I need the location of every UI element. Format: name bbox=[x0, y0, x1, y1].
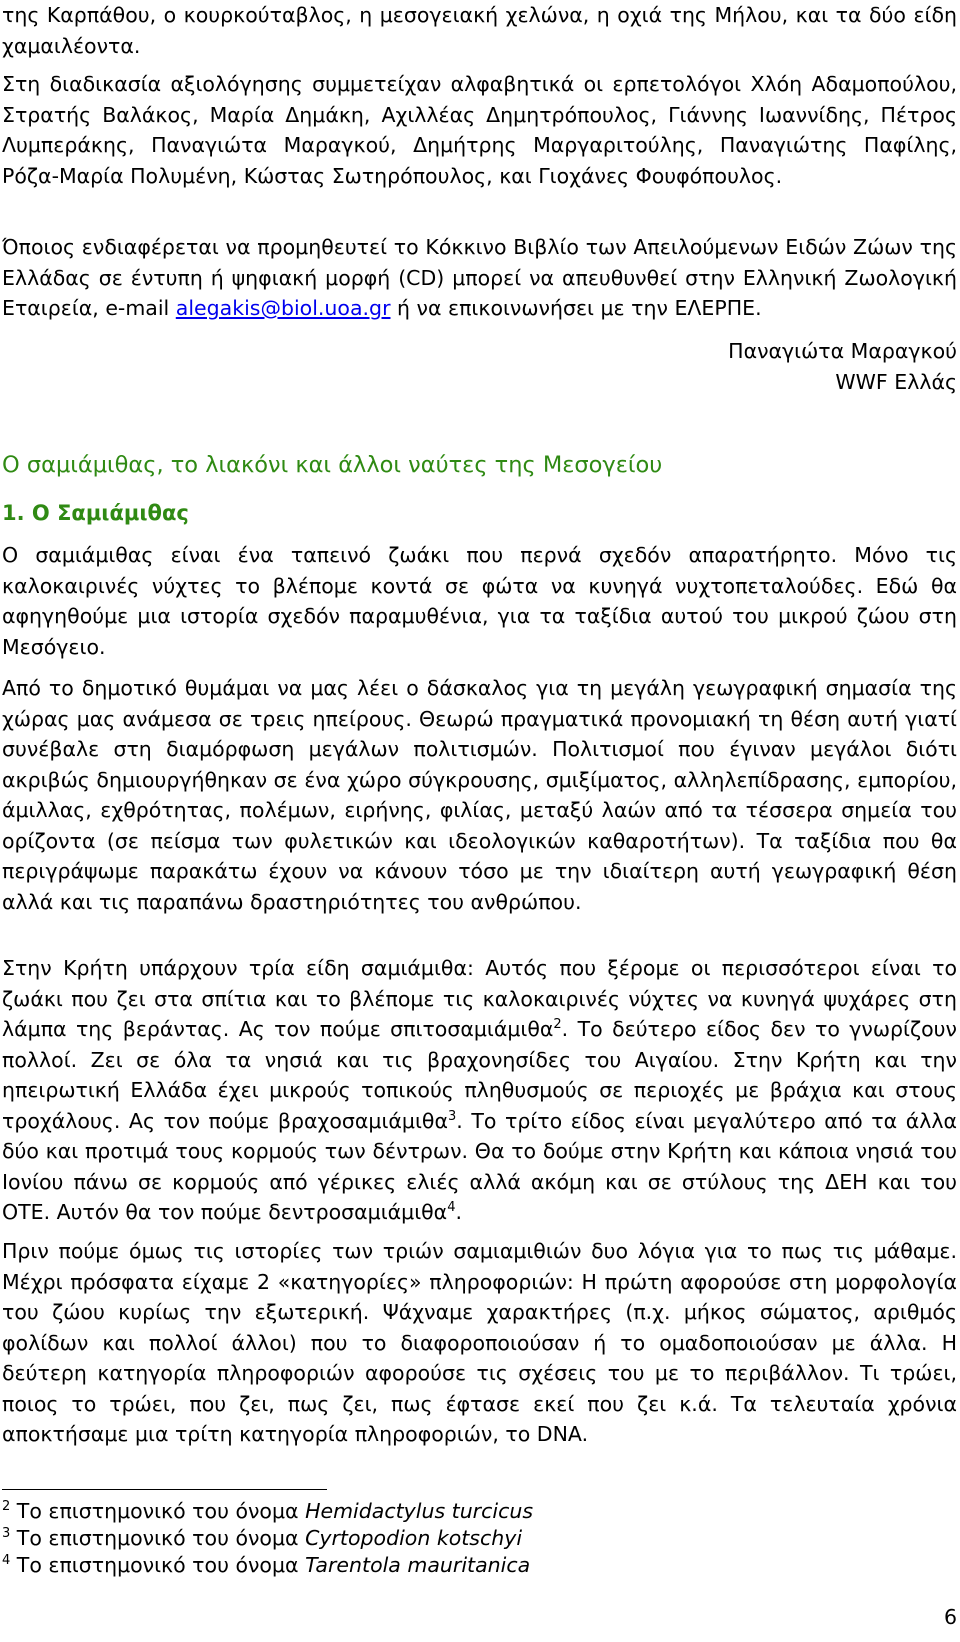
signature-name: Παναγιώτα Μαραγκού bbox=[728, 339, 957, 363]
signature-org: WWF Ελλάς bbox=[835, 370, 957, 394]
footnote-ref-2[interactable]: 2 bbox=[553, 1017, 562, 1033]
footnote-ref-3[interactable]: 3 bbox=[447, 1108, 457, 1124]
paragraph-intro-gecko: Ο σαμιάμιθας είναι ένα ταπεινό ζωάκι που περνά σχεδόν απαρατήρητο. Μόνο τις καλοκαιρινές νύχτες το βλέπομε κοντά σε φώτα να κυνηγά νυχτοπεταλούδες. Εδώ θα αφηγηθούμε μια ιστορία σχεδόν παραμυθένια, για τα ταξίδια αυτού του μικρού ζώου στη Μεσόγειο. bbox=[2, 543, 957, 659]
footnote-ref-4[interactable]: 4 bbox=[447, 1200, 456, 1216]
species-text-4: . bbox=[455, 1200, 463, 1224]
page-number: 6 bbox=[943, 1605, 957, 1629]
paragraph-information-categories: Πριν πούμε όμως τις ιστορίες των τριών σαμιαμιθιών δυο λόγια για το πως τις μάθαμε. Μέχρι πρόσφατα είχαμε 2 «κατηγορίες» πληροφοριών: Η πρώτη αφορούσε στη μορφολογία του ζώου κυρίως την εξωτερική. Ψάχναμε χαρακτήρες (π.χ. μήκος σώματος, αριθμός φολίδων και πολλοί άλλοι) που το διαφοροποιούσαν ή το ομαδοποιούσαν με άλλα. Η δεύτερη κατηγορία πληροφοριών αφορούσε τις σχέσεις του με το περιβάλλον. Τι τρώει, ποιος το τρώει, που ζει, πως ζει, πως έφτασε εκεί που ζει κ.ά. Τα τελευταία χρόνια αποκτήσαμε μια τρίτη κατηγορία πληροφοριών, το DNA. bbox=[2, 1239, 957, 1446]
footnote-species: Hemidactylus turcicus bbox=[305, 1499, 534, 1523]
species-text-3: . Το τρίτο είδος είναι μεγαλύτερο από τα άλλα δύο και προτιμά τους κορμούς των δέντρων. Θα το δούμε στην Κρήτη και κάποια νησιά του Ιονίου πάνω σε κορμούς από γέρικες ελιές αλλά ακόμη και σε στύλους της ΔΕΗ και του ΟΤΕ. Αυτόν θα τον πούμε δεντροσαμιάμιθα bbox=[2, 1108, 957, 1224]
footnote-number: 4 bbox=[2, 1553, 11, 1569]
species-text-1: Στην Κρήτη υπάρχουν τρία είδη σαμιάμιθα: Αυτός που ξέρομε οι περισσότεροι είναι το ζωάκι που ζει στα σπίτια και το βλέπομε τις καλοκαιρινές νύχτες να κυνηγά ψυχάρες στη λάμπα της βεράντας. Ας τον πούμε σπιτοσαμιάμιθα bbox=[2, 956, 957, 1041]
order-info-text-end: ή να επικοινωνήσει με την ΕΛΕΡΠΕ. bbox=[390, 296, 762, 320]
footnote-text: Το επιστημονικό του όνομα bbox=[10, 1553, 306, 1577]
footnote-text: Το επιστημονικό του όνομα bbox=[10, 1499, 306, 1523]
order-info-text: Όποιος ενδιαφέρεται να προμηθευτεί το Κόκκινο Βιβλίο των Απειλούμενων Ειδών Ζώων της Ελλάδας σε έντυπη ή ψηφιακή μορφή (CD) μπορεί να απευθυνθεί στην Ελληνική Ζωολογική Εταιρεία, e-mail bbox=[2, 235, 957, 320]
intro-tail-paragraph: της Καρπάθου, ο κουρκούταβλος, η μεσογειακή χελώνα, η οχιά της Μήλου, και τα δύο είδη χαμαιλέοντα. bbox=[2, 3, 957, 58]
section-title: Ο σαμιάμιθας, το λιακόνι και άλλοι ναύτες της Μεσογείου bbox=[2, 452, 663, 478]
species-text-2: . Το δεύτερο είδος δεν το γνωρίζουν πολλοί. Ζει σε όλα τα νησιά και τις βραχονησίδες του Αιγαίου. Στην Κρήτη και την ηπειρωτική Ελλάδα έχει μικρούς τοπικούς πληθυσμούς σε περιοχές με βράχια και στους τροχάλους. Ας τον πούμε βραχοσαμιάμιθα bbox=[2, 1017, 957, 1133]
email-link[interactable]: alegakis@biol.uoa.gr bbox=[175, 296, 391, 320]
order-info-paragraph bbox=[2, 232, 957, 324]
footnote-text: Το επιστημονικό του όνομα bbox=[10, 1526, 306, 1550]
footnote-3 bbox=[2, 1525, 522, 1552]
footnote-divider bbox=[2, 1489, 327, 1490]
footnote-2 bbox=[2, 1498, 533, 1525]
footnote-4 bbox=[2, 1552, 530, 1579]
subsection-title: 1. Ο Σαμιάμιθας bbox=[2, 501, 189, 525]
footnote-species: Tarentola mauritanica bbox=[305, 1553, 531, 1577]
paragraph-three-species bbox=[2, 953, 957, 1228]
footnote-number: 3 bbox=[2, 1526, 11, 1542]
paragraph-geography: Από το δημοτικό θυμάμαι να μας λέει ο δάσκαλος για τη μεγάλη γεωγραφική σημασία της χώρας μας ανάμεσα σε τρεις ηπείρους. Θεωρώ πραγματικά προνομιακή τη θέση αυτή γιατί συνέβαλε στη διαμόρφωση μεγάλων πολιτισμών. Πολιτισμοί που έγιναν μεγάλοι διότι ακριβώς δημιουργήθηκαν σε ένα χώρο σύγκρουσης, σμιξίματος, αλληλεπίδρασης, εμπορίου, άμιλλας, εχθρότητας, πολέμων, ειρήνης, φιλίας, μεταξύ λαών από τα τέσσερα σημεία του ορίζοντα (σε πείσμα των φυλετικών και ιδεολογικών καθαροτήτων). Τα ταξίδια που θα περιγράψωμε παρακάτω έχουν να κάνουν τόσο με την ιδιαίτερη αυτή γεωγραφική θέση αλλά και τις παραπάνω δραστηριότητες του ανθρώπου. bbox=[2, 676, 957, 914]
evaluators-paragraph: Στη διαδικασία αξιολόγησης συμμετείχαν αλφαβητικά οι ερπετολόγοι Χλόη Αδαμοπούλου, Στρατής Βαλάκος, Μαρία Δημάκη, Αχιλλέας Δημητρόπουλος, Γιάννης Ιωαννίδης, Πέτρος Λυμπεράκης, Παναγιώτα Μαραγκού, Δημήτρης Μαργαριτούλης, Παναγιώτης Παφίλης, Ρόζα-Μαρία Πολυμένη, Κώστας Σωτηρόπουλος, και Γιοχάνες Φουφόπουλος. bbox=[2, 72, 957, 188]
footnote-species: Cyrtopodion kotschyi bbox=[305, 1526, 523, 1550]
footnote-number: 2 bbox=[2, 1499, 11, 1515]
